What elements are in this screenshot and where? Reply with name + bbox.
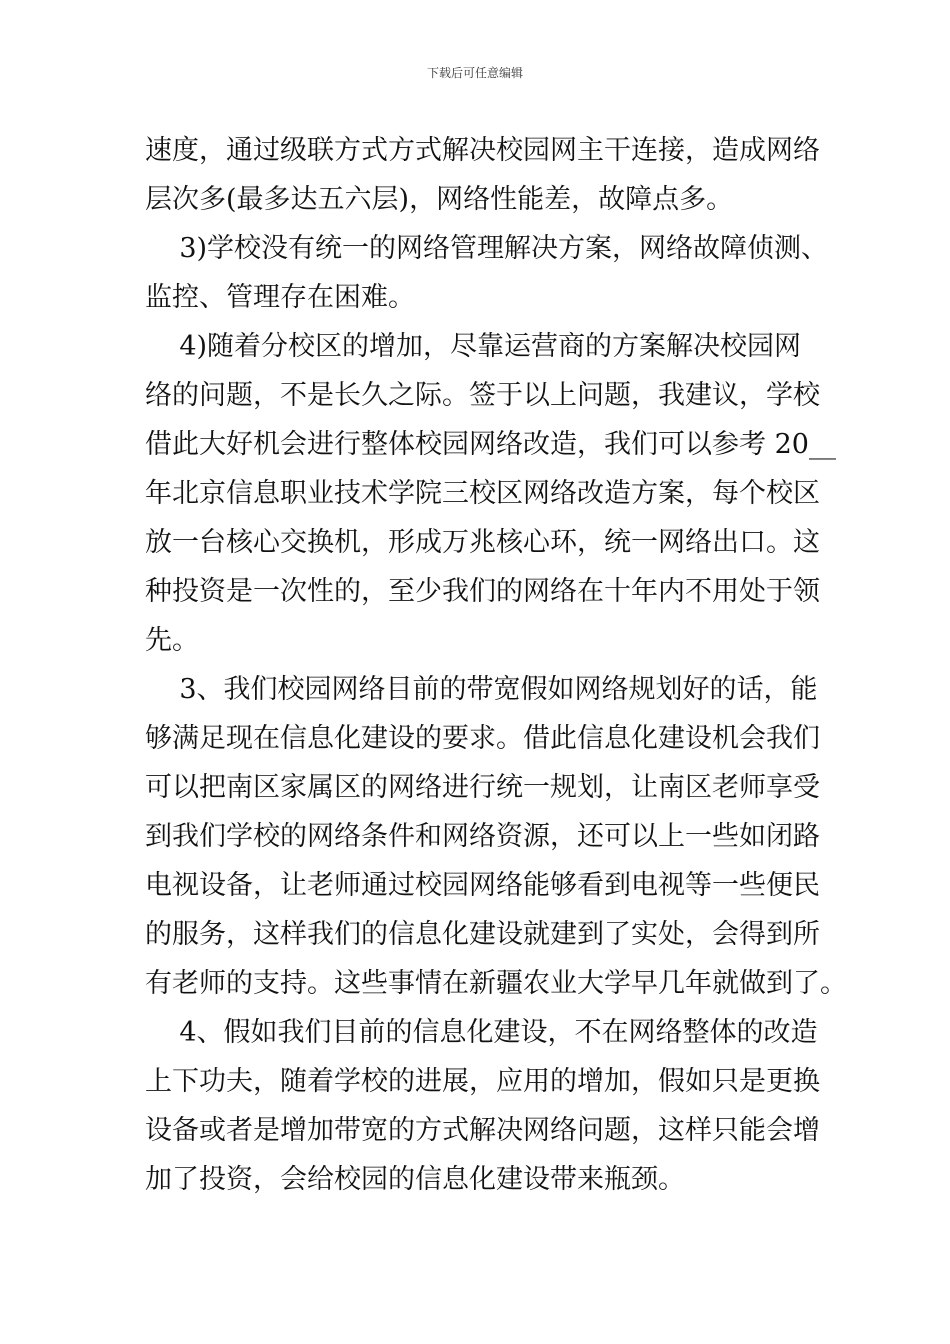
text-line: 层次多(最多达五六层)，网络性能差，故障点多。 [145,184,734,215]
text-line: 可以把南区家属区的网络进行统一规划，让南区老师享受 [145,772,820,803]
text-line: 监控、管理存在困难。 [145,282,415,313]
text-line: 先。 [145,625,199,656]
text-line: 上下功夫，随着学校的进展，应用的增加，假如只是更换 [145,1066,820,1097]
text-line: 4)随着分校区的增加，尽靠运营商的方案解决校园网 [145,331,802,362]
text-line: 4、假如我们目前的信息化建设，不在网络整体的改造 [145,1017,818,1048]
text-line: 借此大好机会进行整体校园网络改造，我们可以参考 20__ [145,429,836,460]
page-header: 下载后可任意编辑 [426,66,523,80]
text-line: 年北京信息职业技术学院三校区网络改造方案，每个校区 [145,478,820,509]
text-line: 够满足现在信息化建设的要求。借此信息化建设机会我们 [145,723,820,754]
text-line: 加了投资，会给校园的信息化建设带来瓶颈。 [145,1164,685,1195]
text-line: 设备或者是增加带宽的方式解决网络问题，这样只能会增 [145,1115,820,1146]
text-line: 放一台核心交换机，形成万兆核心环，统一网络出口。这 [145,527,820,558]
text-line: 3)学校没有统一的网络管理解决方案，网络故障侦测、 [145,233,829,264]
text-line: 3、我们校园网络目前的带宽假如网络规划好的话，能 [145,674,818,705]
text-line: 种投资是一次性的，至少我们的网络在十年内不用处于领 [145,576,820,607]
document-body [145,126,847,1204]
text-line: 络的问题，不是长久之际。签于以上问题，我建议，学校 [145,380,820,411]
text-line: 有老师的支持。这些事情在新疆农业大学早几年就做到了。 [145,968,847,999]
text-line: 电视设备，让老师通过校园网络能够看到电视等一些便民 [145,870,820,901]
text-line: 到我们学校的网络条件和网络资源，还可以上一些如闭路 [145,821,820,852]
text-line: 速度，通过级联方式方式解决校园网主干连接，造成网络 [145,135,820,166]
text-line: 的服务，这样我们的信息化建设就建到了实处，会得到所 [145,919,820,950]
